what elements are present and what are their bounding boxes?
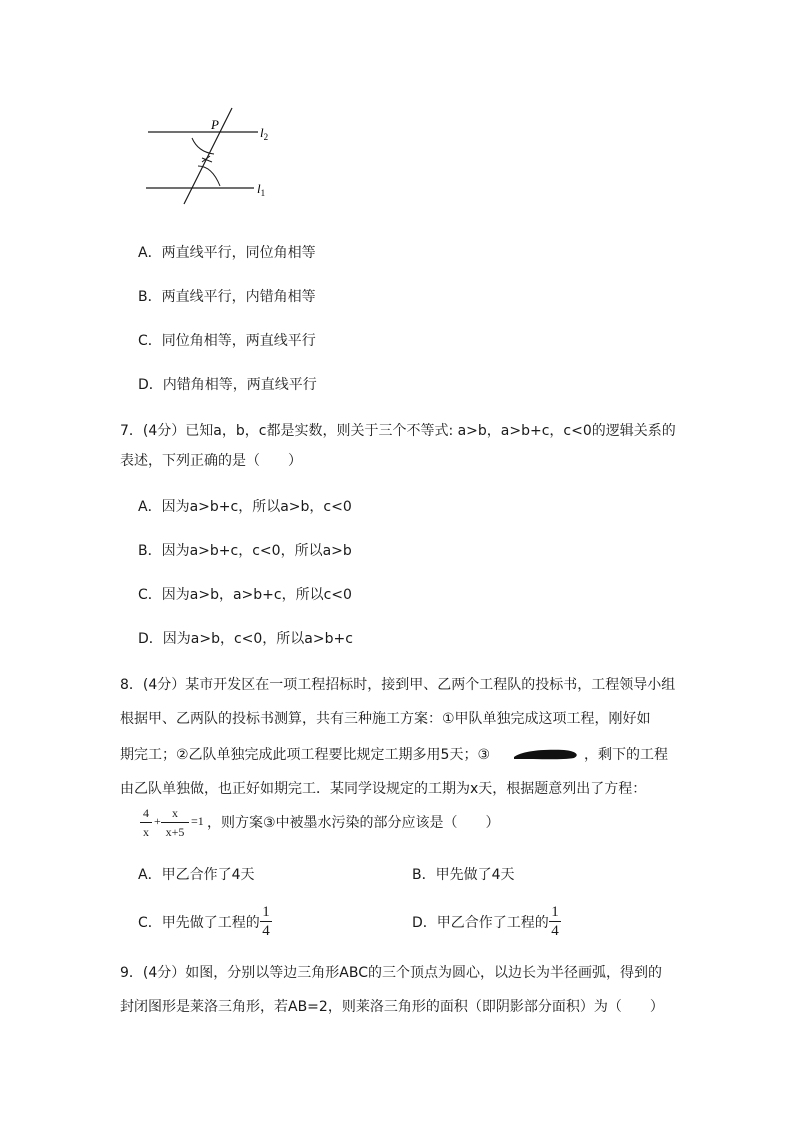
q8-stem-line5: ，则方案③中被墨水污染的部分应该是（ ） [207, 815, 500, 831]
label-p: P [211, 117, 219, 132]
q7-stem-line2: 表述，下列正确的是（ ） [120, 453, 302, 469]
q9-stem-line1: 9．(4分）如图，分别以等边三角形ABC的三个顶点为圆心，以边长为半径画弧，得到的 [120, 965, 662, 981]
q6-option-a: A．两直线平行，同位角相等 [138, 245, 316, 261]
q8-option-d-fraction: 1 4 [549, 904, 561, 939]
q7-stem-line1: 7．(4分）已知a，b，c都是实数，则关于三个不等式: a>b，a>b+c，c<0的逻辑关系的 [120, 423, 676, 439]
q6-option-c: C．同位角相等，两直线平行 [138, 333, 316, 349]
parallel-lines-figure [140, 100, 280, 210]
ink-blot [512, 747, 582, 761]
q7-option-a: A．因为a>b+c，所以a>b，c<0 [138, 499, 352, 515]
q8-stem-line4: 由乙队单独做，也正好如期完工．某同学设规定的工期为x天，根据题意列出了方程： [120, 781, 647, 797]
label-l1: $l_1$ [257, 181, 266, 198]
q8-option-a: A．甲乙合作了4天 [138, 867, 255, 883]
eq-plus: + [154, 814, 161, 828]
q8-stem-line3b: ，剩下的工程 [584, 747, 668, 763]
q6-option-d: D．内错角相等，两直线平行 [138, 377, 317, 393]
q8-option-d: D．甲乙合作了工程的 [412, 915, 549, 931]
q8-option-b: B．甲先做了4天 [412, 867, 515, 883]
eq-fraction-2: x x+5 [161, 805, 189, 840]
q7-option-c: C．因为a>b，a>b+c，所以c<0 [138, 587, 352, 603]
q7-option-b: B．因为a>b+c，c<0，所以a>b [138, 543, 352, 559]
q8-option-c: C．甲先做了工程的 [138, 915, 260, 931]
q9-stem-line2: 封闭图形是莱洛三角形，若AB=2，则莱洛三角形的面积（即阴影部分面积）为（ ） [120, 999, 664, 1015]
q8-option-c-fraction: 1 4 [260, 904, 272, 939]
eq-rhs: =1 [191, 814, 204, 828]
q8-stem-line1: 8．(4分）某市开发区在一项工程招标时，接到甲、乙两个工程队的投标书，工程领导小组 [120, 677, 676, 693]
q7-option-d: D．因为a>b，c<0，所以a>b+c [138, 631, 353, 647]
q8-stem-line2: 根据甲、乙两队的投标书测算，共有三种施工方案：①甲队单独完成这项工程，刚好如 [120, 711, 651, 727]
eq-fraction-1: 4 x [140, 805, 152, 840]
transversal-line [184, 108, 232, 204]
label-l2: $l_2$ [260, 125, 269, 142]
q6-option-b: B．两直线平行，内错角相等 [138, 289, 316, 305]
q8-stem-line3a: 期完工；②乙队单独完成此项工程要比规定工期多用5天；③ [120, 747, 491, 763]
